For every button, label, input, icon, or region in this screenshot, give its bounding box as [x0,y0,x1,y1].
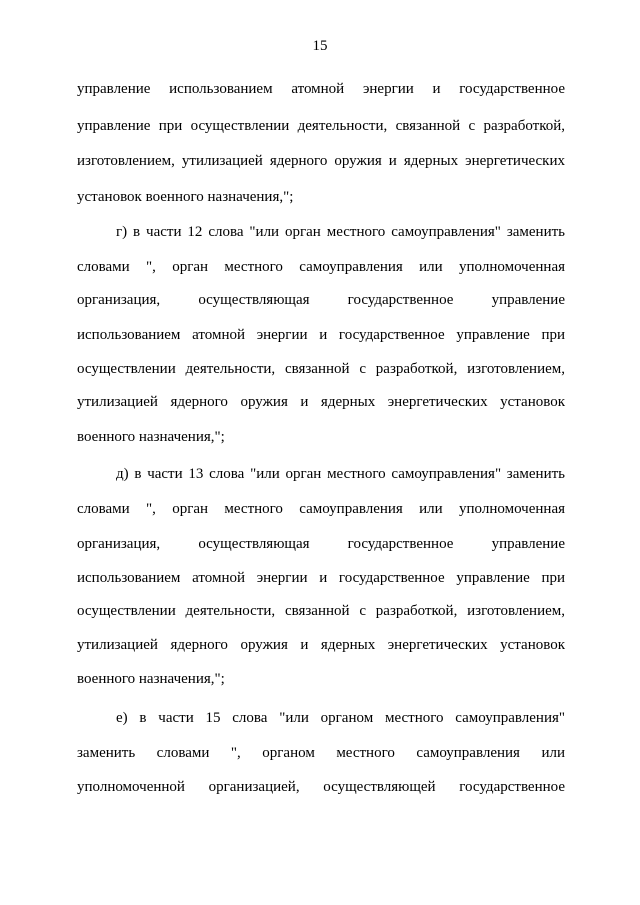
text-line: изготовлением, утилизацией ядерного оружия и ядерных энергетических [77,153,565,169]
text-line: осуществлении деятельности, связанной с разработкой, изготовлением, [77,361,565,377]
text-line: словами ", орган местного самоуправления или уполномоченная [77,501,565,517]
text-line: использованием атомной энергии и государственное управление при [77,570,565,586]
text-line: заменить словами ", органом местного самоуправления или [77,745,565,761]
paragraph-g-first-line: г) в части 12 слова "или орган местного самоуправления" заменить [116,224,565,240]
paragraph-e-first-line: е) в части 15 слова "или органом местного самоуправления" [116,710,565,726]
text-line: утилизацией ядерного оружия и ядерных энергетических установок [77,394,565,410]
text-line: использованием атомной энергии и государственное управление при [77,327,565,343]
text-line: уполномоченной организацией, осуществляющей государственное [77,779,565,795]
text-line: осуществлении деятельности, связанной с разработкой, изготовлением, [77,603,565,619]
text-line: установок военного назначения,"; [77,189,294,205]
text-line: утилизацией ядерного оружия и ядерных энергетических установок [77,637,565,653]
text-line: словами ", орган местного самоуправления или уполномоченная [77,259,565,275]
text-line: управление использованием атомной энергии и государственное [77,81,565,97]
text-line: военного назначения,"; [77,429,225,445]
page-number: 15 [312,38,328,54]
paragraph-d-first-line: д) в части 13 слова "или орган местного самоуправления" заменить [116,466,565,482]
text-line: организация, осуществляющая государственное управление [77,536,565,552]
text-line: управление при осуществлении деятельности, связанной с разработкой, [77,118,565,134]
text-line: военного назначения,"; [77,671,225,687]
text-line: организация, осуществляющая государственное управление [77,292,565,308]
